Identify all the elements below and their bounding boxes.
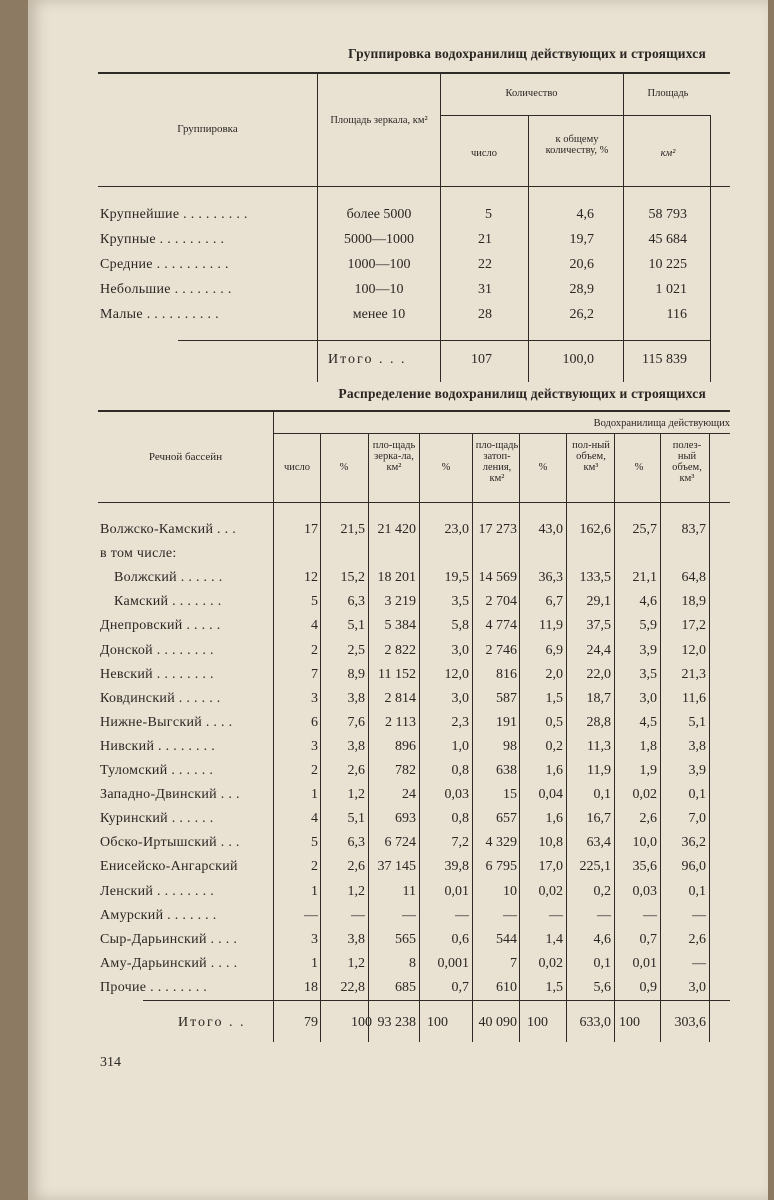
t1-row-range: 1000—100 xyxy=(347,257,411,272)
t2-header-pct-3: % xyxy=(538,462,548,473)
t2-vline-0 xyxy=(273,412,274,1042)
table-cell: — xyxy=(692,956,706,971)
table-cell: 0,6 xyxy=(451,932,469,947)
table-cell: — xyxy=(402,908,416,923)
t2-group-line xyxy=(274,433,730,434)
t1-header-count: Количество xyxy=(505,88,558,99)
table-cell: 0,2 xyxy=(593,884,611,899)
t2-header-full: пол-ный объем, км³ xyxy=(572,440,610,473)
table-cell: 2 822 xyxy=(384,643,416,658)
t1-row-name: Средние . . . . . . . . . . xyxy=(100,257,229,272)
basin-name: Камский . . . . . . . xyxy=(114,594,222,609)
table-cell: 21,3 xyxy=(681,667,706,682)
basin-name: Невский . . . . . . . . xyxy=(100,667,214,682)
table-cell: 0,03 xyxy=(444,787,469,802)
table-cell: 3 xyxy=(311,739,318,754)
table-cell: 0,7 xyxy=(451,980,469,995)
total-cell: 79 xyxy=(304,1015,318,1030)
table-cell: 14 569 xyxy=(478,570,517,585)
t1-header-area-mirror: Площадь зеркала, км² xyxy=(330,115,428,126)
table-cell: 0,01 xyxy=(444,884,469,899)
table-cell: 3,0 xyxy=(451,691,469,706)
table-cell: 657 xyxy=(496,811,517,826)
table-cell: 7,6 xyxy=(347,715,365,730)
basin-name: в том числе: xyxy=(100,546,177,561)
t2-vline-8 xyxy=(660,434,661,1042)
table-cell: 4,5 xyxy=(639,715,657,730)
table-cell: 12,0 xyxy=(444,667,469,682)
table-cell: 1,5 xyxy=(545,691,563,706)
t1-header-area-unit: км² xyxy=(660,148,676,159)
table-cell: 12 xyxy=(304,570,318,585)
t1-total-line xyxy=(178,340,710,341)
basin-name: Ковдинский . . . . . . xyxy=(100,691,221,706)
total-cell: 303,6 xyxy=(674,1015,706,1030)
table-cell: 5,1 xyxy=(347,618,365,633)
table-cell: 39,8 xyxy=(444,859,469,874)
total-cell: 40 090 xyxy=(478,1015,517,1030)
table-cell: 22,0 xyxy=(586,667,611,682)
table-cell: 7 xyxy=(311,667,318,682)
basin-name: Днепровский . . . . . xyxy=(100,618,221,633)
t2-header-useful: полез-ный объем, км³ xyxy=(672,440,702,484)
table-cell: 2,6 xyxy=(639,811,657,826)
table-cell: 21 420 xyxy=(377,522,416,537)
table-cell: 18 201 xyxy=(377,570,416,585)
table-cell: 6,7 xyxy=(545,594,563,609)
t2-header-num: число xyxy=(283,462,311,473)
table-cell: 0,1 xyxy=(688,787,706,802)
table-cell: 24,4 xyxy=(586,643,611,658)
table-cell: 3,5 xyxy=(639,667,657,682)
table-cell: 162,6 xyxy=(579,522,611,537)
table-cell: 1,6 xyxy=(545,811,563,826)
table-cell: 4,6 xyxy=(593,932,611,947)
table-cell: — xyxy=(549,908,563,923)
total-cell: 633,0 xyxy=(579,1015,611,1030)
table-cell: 0,02 xyxy=(538,884,563,899)
table-cell: 3,5 xyxy=(451,594,469,609)
table-cell: 2,5 xyxy=(347,643,365,658)
table-cell: 23,0 xyxy=(444,522,469,537)
table-cell: 3,9 xyxy=(688,763,706,778)
table-cell: 0,04 xyxy=(538,787,563,802)
table-cell: — xyxy=(455,908,469,923)
table-cell: 3 xyxy=(311,932,318,947)
basin-name: Обско-Иртышский . . . xyxy=(100,835,240,850)
table-cell: 5 xyxy=(311,835,318,850)
table-cell: 1,2 xyxy=(347,956,365,971)
basin-name: Амурский . . . . . . . xyxy=(100,908,217,923)
table-cell: 693 xyxy=(395,811,416,826)
book-page xyxy=(28,0,768,1200)
t1-header-bottom xyxy=(98,186,730,187)
t1-header-count-num: число xyxy=(470,148,498,159)
table-cell: 5,6 xyxy=(593,980,611,995)
table-cell: 3,8 xyxy=(688,739,706,754)
t2-vline-9 xyxy=(709,434,710,1042)
table-cell: 98 xyxy=(503,739,517,754)
table-cell: 2 814 xyxy=(384,691,416,706)
basin-name: Енисейско-Ангарский xyxy=(100,859,238,874)
table-cell: 0,9 xyxy=(639,980,657,995)
table-cell: 11,9 xyxy=(539,618,563,633)
t1-header-count-pct: к общему количеству, % xyxy=(545,134,609,156)
t1-row-area: 45 684 xyxy=(648,232,687,247)
table-cell: 17 xyxy=(304,522,318,537)
table-cell: 17,0 xyxy=(538,859,563,874)
table-cell: 1,4 xyxy=(545,932,563,947)
table-cell: 0,02 xyxy=(538,956,563,971)
table-cell: 15,2 xyxy=(340,570,365,585)
t1-row-pct: 19,7 xyxy=(569,232,594,247)
basin-name: Сыр-Дарьинский . . . . xyxy=(100,932,238,947)
table-cell: 2 113 xyxy=(385,715,416,730)
table1-title: Группировка водохранилищ действующих и строящихся xyxy=(348,46,706,61)
table-cell: 18,7 xyxy=(586,691,611,706)
basin-name: Куринский . . . . . . xyxy=(100,811,214,826)
t1-row-num: 5 xyxy=(485,207,492,222)
basin-name: Донской . . . . . . . . xyxy=(100,643,214,658)
table-cell: 4 xyxy=(311,811,318,826)
t1-row-area: 116 xyxy=(666,307,687,322)
t1-row-name: Крупнейшие . . . . . . . . . xyxy=(100,207,248,222)
table-cell: 1,6 xyxy=(545,763,563,778)
table-cell: 2 xyxy=(311,763,318,778)
table-cell: 0,1 xyxy=(688,884,706,899)
table-cell: 3,0 xyxy=(639,691,657,706)
table-cell: 0,1 xyxy=(593,787,611,802)
t1-row-range: более 5000 xyxy=(346,207,412,222)
table-cell: 1,2 xyxy=(347,884,365,899)
table-cell: — xyxy=(597,908,611,923)
t1-row-num: 31 xyxy=(478,282,492,297)
t1-row-num: 28 xyxy=(478,307,492,322)
table-cell: 3,0 xyxy=(688,980,706,995)
table-cell: 7 xyxy=(510,956,517,971)
page-number: 314 xyxy=(100,1055,121,1070)
t1-row-pct: 26,2 xyxy=(569,307,594,322)
table-cell: 4,6 xyxy=(639,594,657,609)
table-cell: 1,0 xyxy=(451,739,469,754)
table-cell: 2 xyxy=(311,643,318,658)
table-cell: 22,8 xyxy=(340,980,365,995)
basin-name: Туломский . . . . . . xyxy=(100,763,214,778)
t1-header-group: Группировка xyxy=(177,123,238,135)
table-cell: 5,8 xyxy=(451,618,469,633)
table-cell: 0,8 xyxy=(451,811,469,826)
t2-header-bottom xyxy=(98,502,730,503)
t2-vline-7 xyxy=(614,434,615,1042)
table-cell: 3,8 xyxy=(347,739,365,754)
basin-name: Ленский . . . . . . . . xyxy=(100,884,215,899)
table-cell: 11,6 xyxy=(682,691,706,706)
t2-header-pct-1: % xyxy=(339,462,349,473)
t1-row-range: менее 10 xyxy=(352,307,406,322)
table-cell: 0,5 xyxy=(545,715,563,730)
basin-name: Волжско-Камский . . . xyxy=(100,522,237,537)
t1-row-area: 1 021 xyxy=(655,282,687,297)
table-cell: 36,3 xyxy=(538,570,563,585)
t1-row-num: 22 xyxy=(478,257,492,272)
t2-total-line xyxy=(143,1000,730,1001)
total-cell: 100 xyxy=(427,1015,448,1030)
table-cell: 5,1 xyxy=(347,811,365,826)
table-cell: 96,0 xyxy=(681,859,706,874)
table-cell: 2,6 xyxy=(347,763,365,778)
t1-row-name: Небольшие . . . . . . . . xyxy=(100,282,232,297)
basin-name: Прочие . . . . . . . . xyxy=(100,980,208,995)
t1-row-pct: 4,6 xyxy=(576,207,594,222)
table-cell: 5,9 xyxy=(639,618,657,633)
t2-header-pct-4: % xyxy=(634,462,644,473)
table-cell: 1,2 xyxy=(347,787,365,802)
t1-header-area: Площадь xyxy=(647,88,689,99)
table-cell: 5,1 xyxy=(688,715,706,730)
table-cell: 587 xyxy=(496,691,517,706)
table-cell: 83,7 xyxy=(681,522,706,537)
table-cell: 12,0 xyxy=(681,643,706,658)
t2-vline-2 xyxy=(368,434,369,1042)
table-cell: 2 746 xyxy=(485,643,517,658)
table-cell: 1 xyxy=(311,956,318,971)
table2-title: Распределение водохранилищ действующих и строящихся xyxy=(338,386,706,401)
basin-name: Западно-Двинский . . . xyxy=(100,787,240,802)
t1-row-pct: 20,6 xyxy=(569,257,594,272)
table-cell: 1 xyxy=(311,787,318,802)
table-cell: 1,9 xyxy=(639,763,657,778)
table-cell: 1,5 xyxy=(545,980,563,995)
t1-row-pct: 28,9 xyxy=(569,282,594,297)
table-cell: 2,3 xyxy=(451,715,469,730)
table-cell: 17,2 xyxy=(681,618,706,633)
basin-name: Нижне-Выгский . . . . xyxy=(100,715,233,730)
t2-header-pct-2: % xyxy=(441,462,451,473)
table-cell: — xyxy=(304,908,318,923)
table-cell: 2 xyxy=(311,859,318,874)
table-cell: 18,9 xyxy=(681,594,706,609)
table-cell: 3 xyxy=(311,691,318,706)
table-cell: 11,3 xyxy=(587,739,611,754)
table-cell: 1 xyxy=(311,884,318,899)
table-cell: 816 xyxy=(496,667,517,682)
table-cell: 18 xyxy=(304,980,318,995)
t2-header-basin: Речной бассейн xyxy=(148,451,223,463)
table-cell: 6,3 xyxy=(347,594,365,609)
t2-vline-6 xyxy=(566,434,567,1042)
t1-total-area: 115 839 xyxy=(642,352,687,367)
total-cell: 100 xyxy=(527,1015,548,1030)
table-cell: 1,8 xyxy=(639,739,657,754)
table-cell: 6 724 xyxy=(384,835,416,850)
t1-row-range: 5000—1000 xyxy=(344,232,414,247)
table-cell: — xyxy=(692,908,706,923)
table-cell: 2,6 xyxy=(347,859,365,874)
table-cell: 11,9 xyxy=(587,763,611,778)
t2-vline-4 xyxy=(472,434,473,1042)
total-cell: 100 xyxy=(351,1015,372,1030)
t1-row-area: 10 225 xyxy=(648,257,687,272)
table-cell: 0,8 xyxy=(451,763,469,778)
t1-row-num: 21 xyxy=(478,232,492,247)
total-label: Итого . . xyxy=(178,1015,246,1030)
table-cell: 6 xyxy=(311,715,318,730)
total-cell: 93 238 xyxy=(377,1015,416,1030)
t1-total-num: 107 xyxy=(471,352,492,367)
table-cell: 6,3 xyxy=(347,835,365,850)
table-cell: 8 xyxy=(409,956,416,971)
table-cell: 4 774 xyxy=(485,618,517,633)
table-cell: 0,01 xyxy=(632,956,657,971)
table-cell: 63,4 xyxy=(586,835,611,850)
table-cell: 0,001 xyxy=(437,956,469,971)
table-cell: 565 xyxy=(395,932,416,947)
table-cell: 4 329 xyxy=(485,835,517,850)
total-cell: 100 xyxy=(619,1015,640,1030)
t1-total-pct: 100,0 xyxy=(562,352,594,367)
table-cell: — xyxy=(351,908,365,923)
table-cell: 3,8 xyxy=(347,691,365,706)
table-cell: 7,2 xyxy=(451,835,469,850)
table-cell: 133,5 xyxy=(579,570,611,585)
t1-total-label: Итого . . . xyxy=(328,352,407,367)
table-cell: 638 xyxy=(496,763,517,778)
table-cell: 17 273 xyxy=(478,522,517,537)
table-cell: 3,8 xyxy=(347,932,365,947)
t1-row-range: 100—10 xyxy=(354,282,404,297)
table-cell: 7,0 xyxy=(688,811,706,826)
table-cell: 16,7 xyxy=(586,811,611,826)
table-cell: 2,6 xyxy=(688,932,706,947)
t1-row-area: 58 793 xyxy=(648,207,687,222)
table-cell: 11 152 xyxy=(378,667,416,682)
table-cell: 0,7 xyxy=(639,932,657,947)
table-cell: 3,0 xyxy=(451,643,469,658)
table1-top-rule xyxy=(98,72,730,74)
basin-name: Волжский . . . . . . xyxy=(114,570,223,585)
table-cell: 25,7 xyxy=(632,522,657,537)
basin-name: Аму-Дарьинский . . . . xyxy=(100,956,238,971)
table-cell: 35,6 xyxy=(632,859,657,874)
table-cell: 37,5 xyxy=(586,618,611,633)
table-cell: 28,8 xyxy=(586,715,611,730)
table-cell: 64,8 xyxy=(681,570,706,585)
t2-header-group: Водохранилища действующих xyxy=(593,418,730,429)
table-cell: 43,0 xyxy=(538,522,563,537)
table-cell: 685 xyxy=(395,980,416,995)
t1-vline-3 xyxy=(528,116,529,186)
t1-row-name: Малые . . . . . . . . . . xyxy=(100,307,219,322)
table2-top-rule xyxy=(98,410,730,412)
table-cell: 225,1 xyxy=(579,859,611,874)
basin-name: Нивский . . . . . . . . xyxy=(100,739,216,754)
table-cell: 610 xyxy=(496,980,517,995)
t2-header-area: пло-щадь зерка-ла, км² xyxy=(372,440,416,473)
table-cell: 21,5 xyxy=(340,522,365,537)
table-cell: 37 145 xyxy=(377,859,416,874)
t1-body-vline-1 xyxy=(317,186,318,382)
table-cell: 21,1 xyxy=(632,570,657,585)
table-cell: 10,8 xyxy=(538,835,563,850)
table-cell: 24 xyxy=(402,787,416,802)
table-cell: 5 xyxy=(311,594,318,609)
table-cell: 2 704 xyxy=(485,594,517,609)
table-cell: 15 xyxy=(503,787,517,802)
table-cell: 782 xyxy=(395,763,416,778)
t2-vline-1 xyxy=(320,434,321,1042)
table-cell: 8,9 xyxy=(347,667,365,682)
table-cell: 0,2 xyxy=(545,739,563,754)
table-cell: 544 xyxy=(496,932,517,947)
table-cell: 4 xyxy=(311,618,318,633)
table-cell: 3,9 xyxy=(639,643,657,658)
t2-vline-3 xyxy=(419,434,420,1042)
table-cell: 10 xyxy=(503,884,517,899)
table-cell: — xyxy=(503,908,517,923)
t1-vline-1 xyxy=(317,74,318,186)
t1-row-name: Крупные . . . . . . . . . xyxy=(100,232,225,247)
table-cell: 2,0 xyxy=(545,667,563,682)
table-cell: 10,0 xyxy=(632,835,657,850)
table-cell: 5 384 xyxy=(384,618,416,633)
table-cell: 0,02 xyxy=(632,787,657,802)
table-cell: — xyxy=(643,908,657,923)
table-cell: 0,03 xyxy=(632,884,657,899)
t1-subhead-line xyxy=(440,115,710,116)
table-cell: 29,1 xyxy=(586,594,611,609)
table-cell: 3 219 xyxy=(384,594,416,609)
t1-body-vline-5 xyxy=(710,115,711,382)
table-cell: 896 xyxy=(395,739,416,754)
table-cell: 36,2 xyxy=(681,835,706,850)
table-cell: 0,1 xyxy=(593,956,611,971)
table-cell: 6,9 xyxy=(545,643,563,658)
table-cell: 19,5 xyxy=(444,570,469,585)
table-cell: 11 xyxy=(402,884,416,899)
t2-vline-5 xyxy=(519,434,520,1042)
table-cell: 6 795 xyxy=(485,859,517,874)
table-cell: 191 xyxy=(496,715,517,730)
t2-header-flood: пло-щадь затоп-ления, км² xyxy=(475,440,519,484)
